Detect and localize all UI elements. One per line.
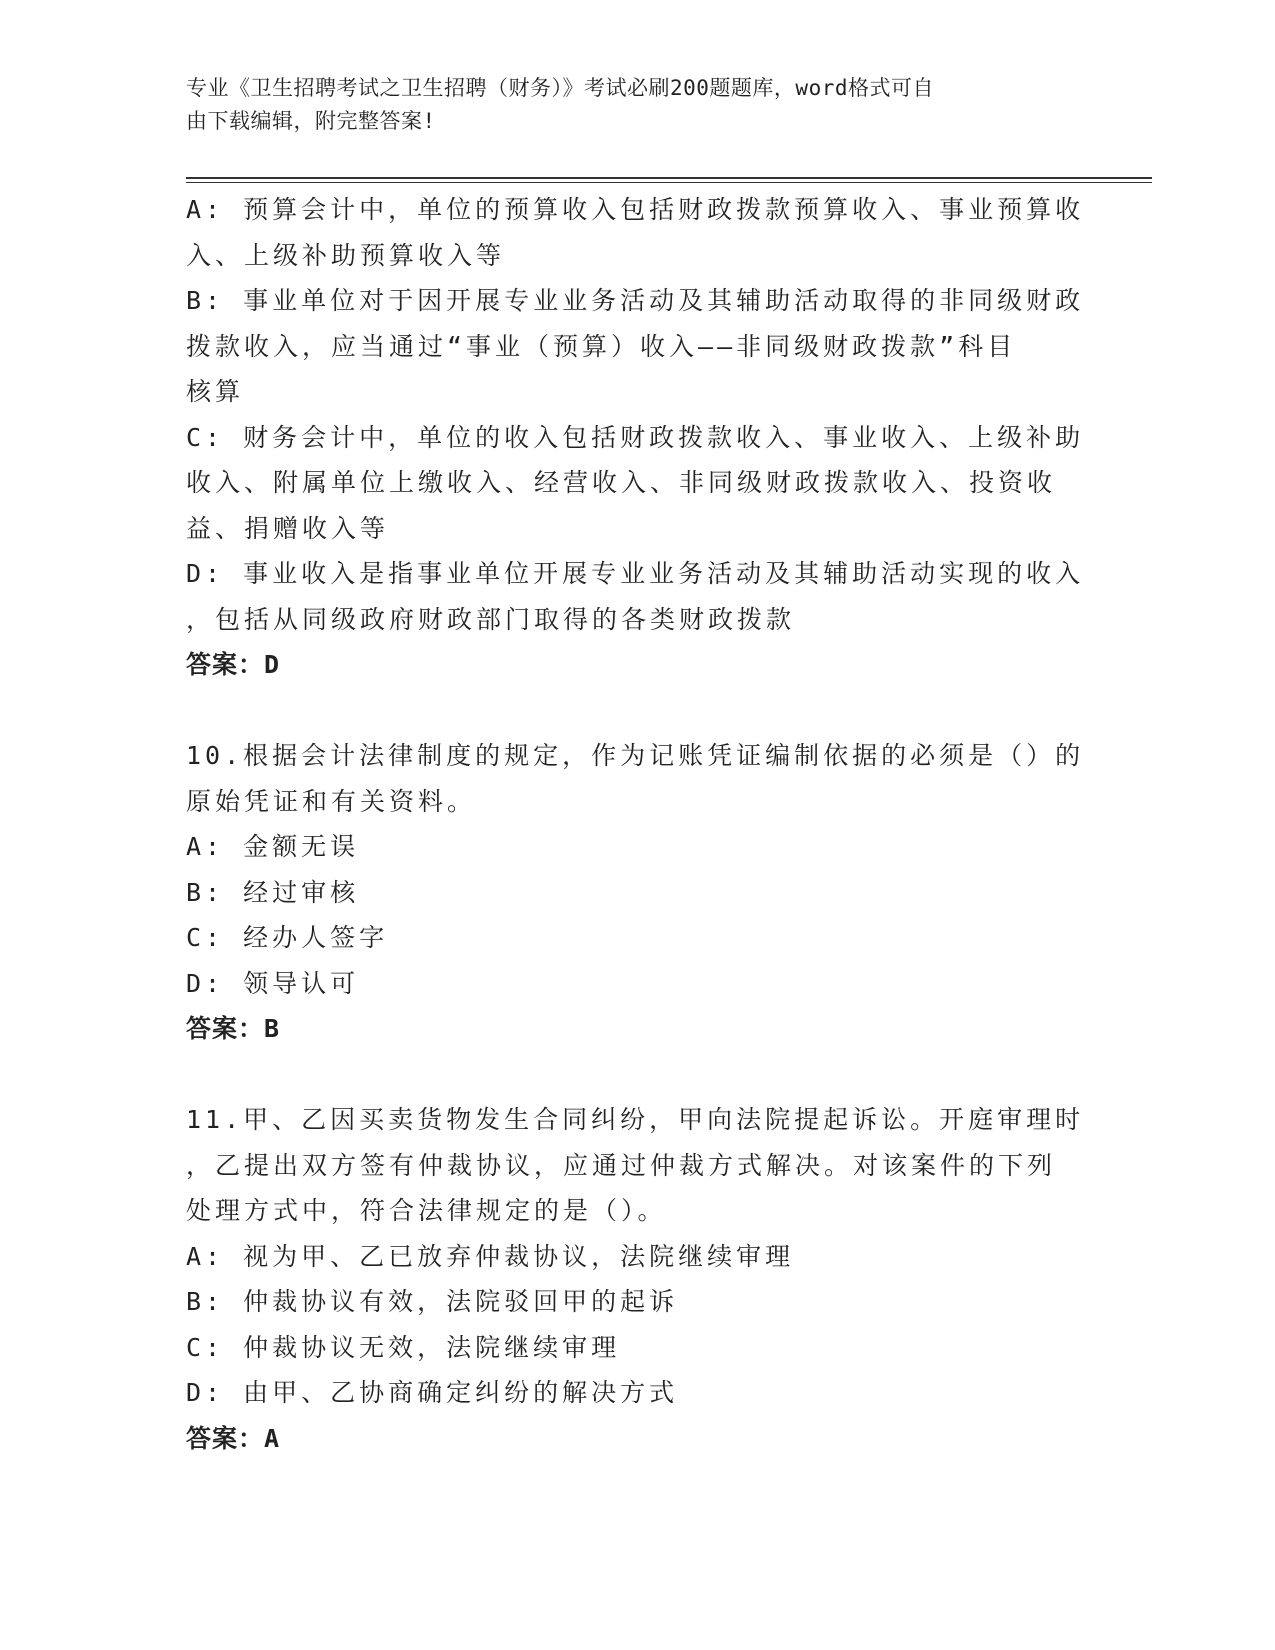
question-spacer	[186, 688, 1086, 734]
question-stem-line: 10.根据会计法律制度的规定，作为记账凭证编制依据的必须是（）的	[186, 741, 1085, 770]
option-d-line: ，包括从同级政府财政部门取得的各类财政拨款	[186, 604, 796, 634]
question-10	[186, 733, 1086, 1052]
question-spacer	[186, 1052, 1086, 1098]
page-header	[186, 72, 1086, 138]
option-c-line: 益、捐赠收入等	[186, 513, 390, 543]
option-c: C: 仲裁协议无效，法院继续审理	[186, 1332, 621, 1362]
question-stem-line: 处理方式中，符合法律规定的是（）。	[186, 1196, 667, 1225]
question-stem-line: 11.甲、乙因买卖货物发生合同纠纷，甲向法院提起诉讼。开庭审理时	[186, 1105, 1085, 1134]
option-b-line: 核算	[186, 377, 245, 406]
answer-line: 答案：A	[186, 1423, 281, 1453]
option-b: B: 仲裁协议有效，法院驳回甲的起诉	[186, 1287, 679, 1316]
option-a: A: 视为甲、乙已放弃仲裁协议，法院继续审理	[186, 1241, 795, 1271]
option-c-line: C: 财务会计中，单位的收入包括财政拨款收入、事业收入、上级补助	[186, 422, 1085, 452]
option-a-line: 入、上级补助预算收入等	[186, 240, 506, 270]
option-c-line: 收入、附属单位上缴收入、经营收入、非同级财政拨款收入、投资收	[186, 468, 1057, 497]
option-d-line: D: 事业收入是指事业单位开展专业业务活动及其辅助活动实现的收入	[186, 559, 1085, 588]
option-d: D: 领导认可	[186, 968, 360, 998]
question-stem-line: 原始凭证和有关资料。	[186, 786, 477, 816]
question-content	[186, 187, 1086, 1461]
answer-line: 答案：B	[186, 1014, 281, 1043]
option-d: D: 由甲、乙协商确定纠纷的解决方式	[186, 1378, 679, 1407]
option-c: C: 经办人签字	[186, 923, 389, 952]
header-line-1: 专业《卫生招聘考试之卫生招聘（财务）》考试必刷200题题库，word格式可自	[186, 76, 934, 100]
option-b-line: B: 事业单位对于因开展专业业务活动及其辅助活动取得的非同级财政	[186, 286, 1085, 315]
answer-line: 答案：D	[186, 650, 281, 679]
question-11	[186, 1097, 1086, 1461]
option-b: B: 经过审核	[186, 877, 360, 907]
header-divider-thin	[186, 182, 1152, 183]
header-divider-thick	[186, 177, 1152, 179]
option-b-line: 拨款收入，应当通过“事业（预算）收入——非同级财政拨款”科目	[186, 331, 1017, 361]
question-stem-line: ，乙提出双方签有仲裁协议，应通过仲裁方式解决。对该案件的下列	[186, 1150, 1057, 1180]
option-a: A: 金额无误	[186, 832, 360, 861]
option-a-line: A: 预算会计中，单位的预算收入包括财政拨款预算收入、事业预算收	[186, 195, 1085, 224]
header-line-2: 由下载编辑，附完整答案!	[186, 109, 436, 133]
question-9-options	[186, 187, 1086, 688]
